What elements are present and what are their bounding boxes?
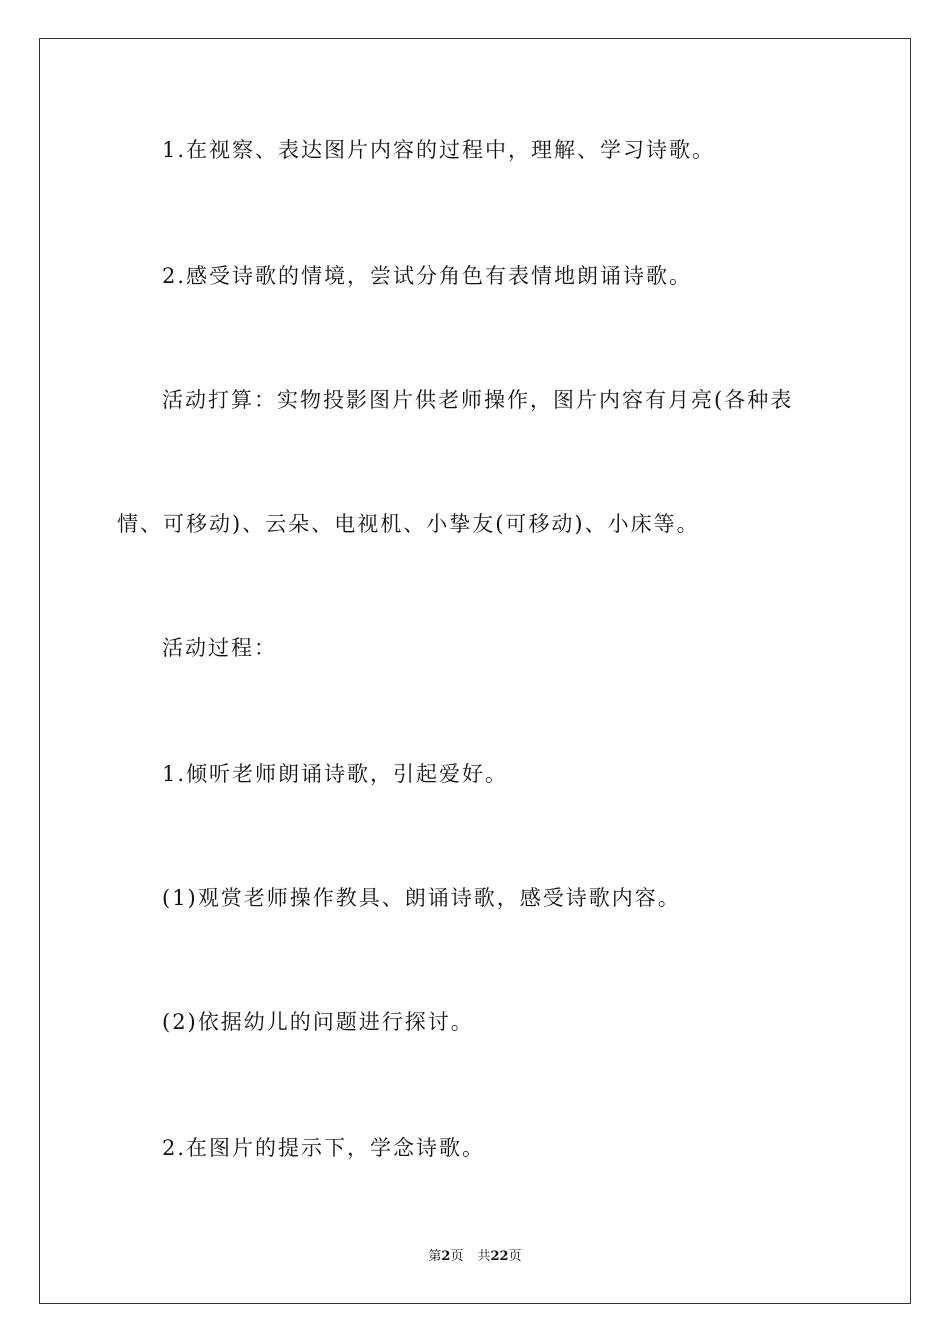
paragraph-step-1: 1.倾听老师朗诵诗歌，引起爱好。 [162, 762, 509, 786]
paragraph-preparation: 活动打算：实物投影图片供老师操作，图片内容有月亮(各种表 [162, 388, 794, 412]
page-frame [39, 38, 911, 1304]
paragraph-objective-2: 2.感受诗歌的情境，尝试分角色有表情地朗诵诗歌。 [162, 264, 693, 288]
page-prefix: 第 [428, 1249, 442, 1264]
page-footer [0, 1249, 950, 1265]
paragraph-objective-1: 1.在视察、表达图片内容的过程中，理解、学习诗歌。 [162, 138, 716, 162]
total-prefix: 共 [477, 1249, 491, 1264]
total-suffix: 页 [508, 1249, 522, 1264]
page-current-number: 2 [441, 1249, 451, 1264]
paragraph-step-1-sub-2: (2)依据幼儿的问题进行探讨。 [162, 1010, 474, 1034]
paragraph-step-1-sub-1: (1)观赏老师操作教具、朗诵诗歌，感受诗歌内容。 [162, 886, 681, 910]
paragraph-preparation-continued: 情、可移动)、云朵、电视机、小挚友(可移动)、小床等。 [117, 512, 700, 536]
page-total-number: 22 [490, 1249, 509, 1264]
paragraph-process-heading: 活动过程： [162, 636, 277, 660]
page-suffix: 页 [450, 1249, 464, 1264]
paragraph-step-2: 2.在图片的提示下，学念诗歌。 [162, 1136, 486, 1160]
